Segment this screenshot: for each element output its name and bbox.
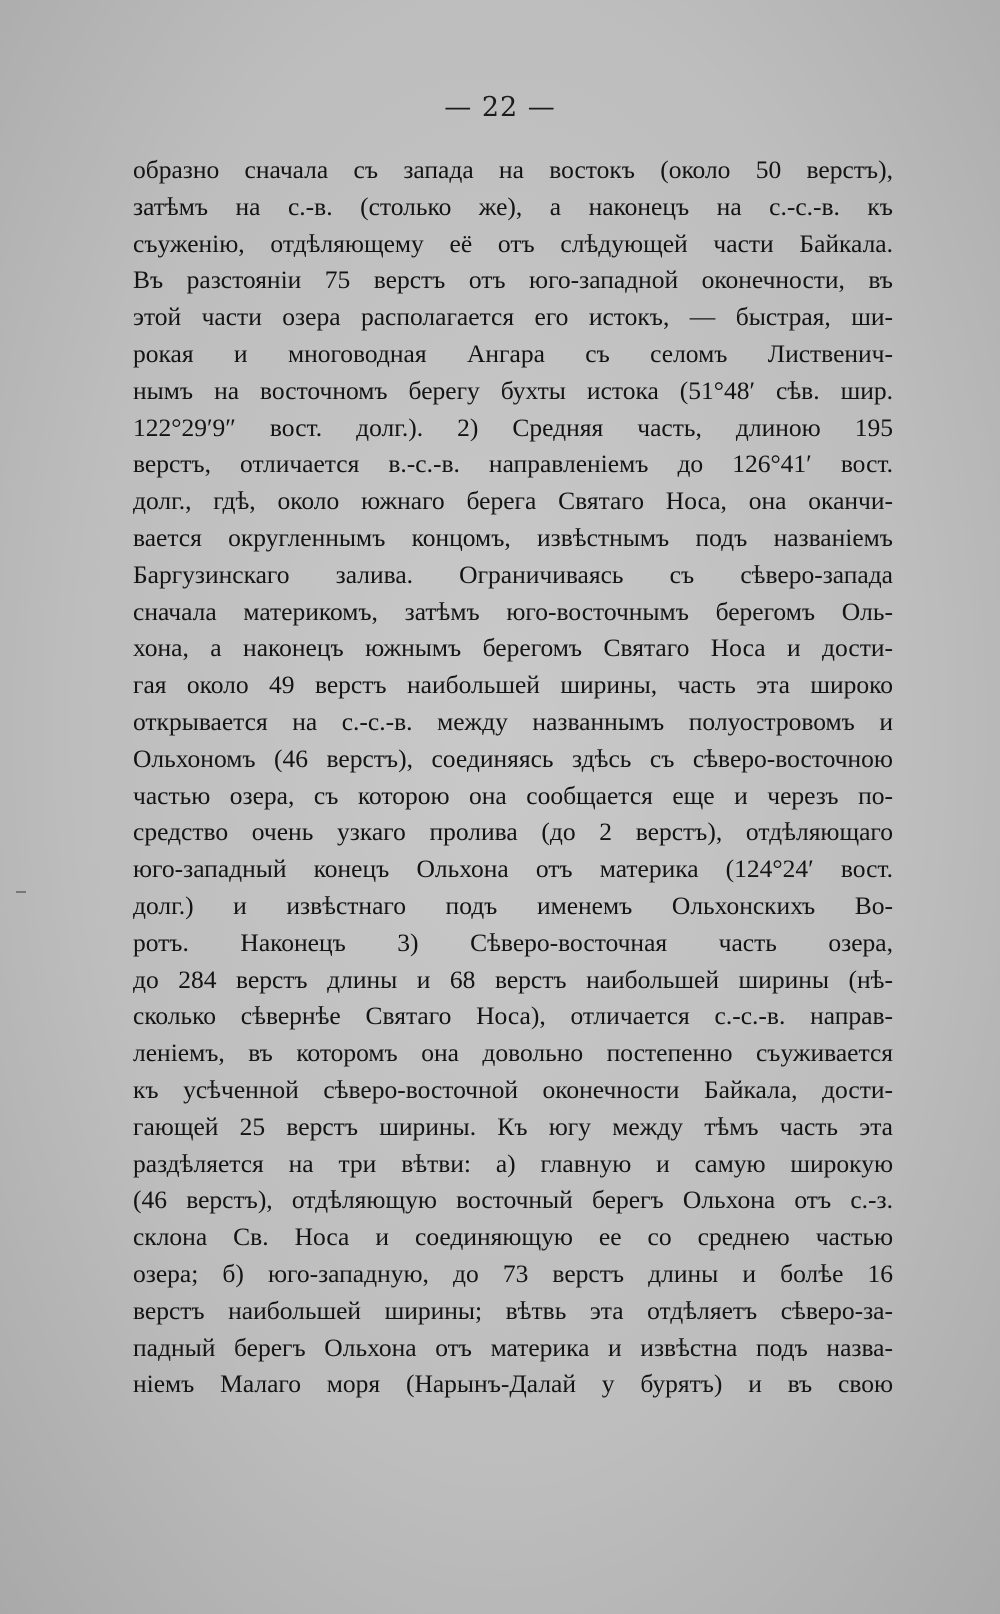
text-line: вается округленнымъ концомъ, извѣстнымъ подъ названіемъ [133,522,893,552]
text-line: рокая и многоводная Ангара съ селомъ Лиственич- [133,338,893,368]
text-line: падный берегъ Ольхона отъ материка и извѣстна подъ назва- [133,1332,893,1362]
text-line: долг., гдѣ, около южнаго берега Святаго Носа, она оканчи- [133,486,893,516]
text-line: озера; б) юго-западную, до 73 верстъ длины и болѣе 16 [133,1258,893,1288]
text-line: 122°29′9″ вост. долг.). 2) Средняя часть, длиною 195 [133,412,893,442]
text-line: Ольхономъ (46 верстъ), соединяясь здѣсь съ сѣверо-восточною [133,743,893,773]
text-line: сначала материкомъ, затѣмъ юго-восточнымъ берегомъ Оль- [133,596,893,626]
text-line: къ усѣченной сѣверо-восточной оконечности Байкала, дости- [133,1074,893,1104]
text-line: Въ разстояніи 75 верстъ отъ юго-западной оконечности, въ [133,265,893,295]
text-line: верстъ, отличается в.-с.-в. направленіемъ до 126°41′ вост. [133,449,893,479]
text-line: ротъ. Наконецъ 3) Сѣверо-восточная часть озера, [133,927,893,957]
text-line: гая около 49 верстъ наибольшей ширины, часть эта широко [133,670,893,700]
text-line: (46 верстъ), отдѣляющую восточный берегъ Ольхона отъ с.-з. [133,1185,893,1215]
margin-mark [16,891,26,893]
text-line: верстъ наибольшей ширины; вѣтвь эта отдѣляетъ сѣверо-за- [133,1295,893,1325]
text-line: съуженію, отдѣляющему её отъ слѣдующей части Байкала. [133,228,893,258]
text-line: образно сначала съ запада на востокъ (около 50 верстъ), [133,155,893,184]
text-line: гающей 25 верстъ ширины. Къ югу между тѣмъ часть эта [133,1111,893,1141]
text-line: долг.) и извѣстнаго подъ именемъ Ольхонскихъ Во- [133,890,893,920]
text-line: хона, а наконецъ южнымъ берегомъ Святаго Носа и дости- [133,633,893,663]
text-line: до 284 верстъ длины и 68 верстъ наибольшей ширины (нѣ- [133,964,893,994]
body-text [133,152,893,1403]
text-line: ніемъ Малаго моря (Нарынъ-Далай у бурятъ) и въ свою [133,1369,893,1399]
text-line: частью озера, съ которою она сообщается еще и черезъ по- [133,780,893,810]
text-line: этой части озера располагается его истокъ, — быстрая, ши- [133,302,893,332]
text-line: затѣмъ на с.-в. (столько же), а наконецъ на с.-с.-в. къ [133,191,893,221]
text-line: склона Св. Носа и соединяющую ее со среднею частью [133,1222,893,1252]
text-line: Баргузинскаго залива. Ограничиваясь съ сѣверо-запада [133,559,893,589]
text-line: юго-западный конецъ Ольхона отъ материка (124°24′ вост. [133,854,893,884]
text-line: раздѣляется на три вѣтви: а) главную и самую широкую [133,1148,893,1178]
text-line: леніемъ, въ которомъ она довольно постепенно съуживается [133,1038,893,1068]
text-line: нымъ на восточномъ берегу бухты истока (51°48′ сѣв. шир. [133,375,893,405]
text-line: средство очень узкаго пролива (до 2 верстъ), отдѣляющаго [133,817,893,847]
page-number: — 22 — [444,92,556,123]
text-line: открывается на с.-с.-в. между названнымъ полуостровомъ и [133,706,893,736]
text-line: сколько сѣвернѣе Святаго Носа), отличается с.-с.-в. направ- [133,1001,893,1031]
